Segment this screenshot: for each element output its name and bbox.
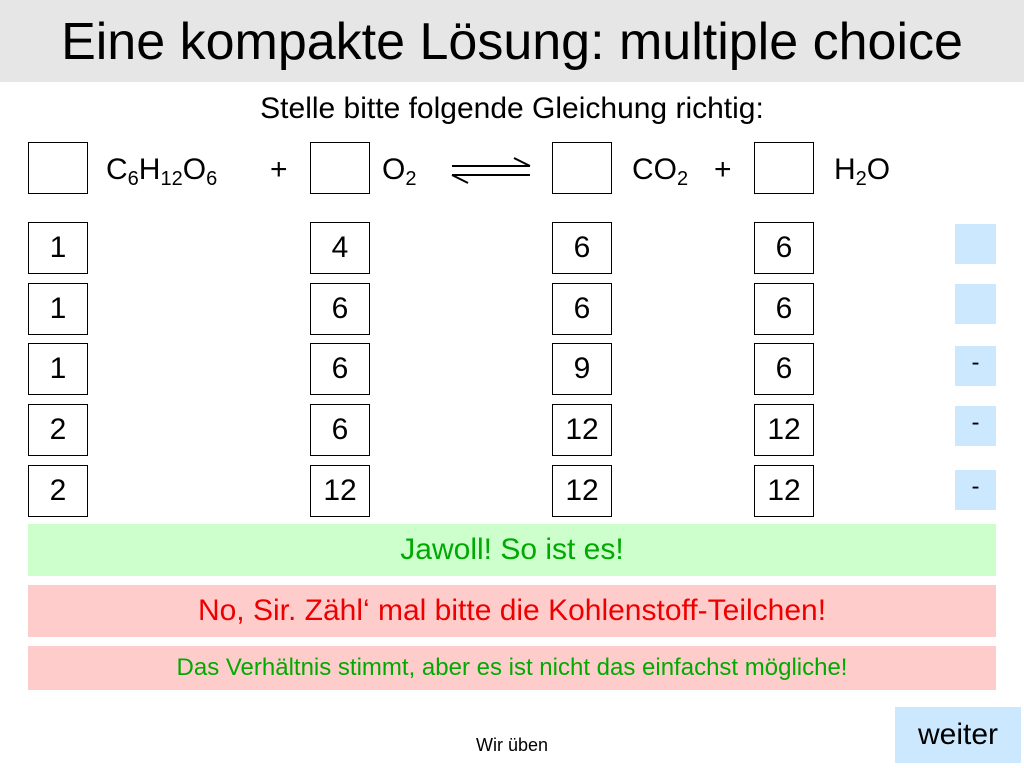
option-value[interactable]: 6 xyxy=(310,283,370,335)
option-value[interactable]: 6 xyxy=(754,343,814,395)
option-value[interactable]: 6 xyxy=(754,283,814,335)
answer-marker[interactable] xyxy=(955,284,996,324)
option-value[interactable]: 4 xyxy=(310,222,370,274)
option-value[interactable]: 6 xyxy=(754,222,814,274)
option-value[interactable]: 1 xyxy=(28,222,88,274)
feedback-wrong-carbon: No, Sir. Zähl‘ mal bitte die Kohlenstoff-Teilchen! xyxy=(28,585,996,637)
option-value[interactable]: 6 xyxy=(552,222,612,274)
instruction-text: Stelle bitte folgende Gleichung richtig: xyxy=(260,92,764,125)
next-button[interactable]: weiter xyxy=(895,707,1021,763)
formula-carbon-dioxide: $CO_2$ xyxy=(632,153,689,190)
option-value[interactable]: 6 xyxy=(310,343,370,395)
option-value[interactable]: 12 xyxy=(754,465,814,517)
option-value[interactable]: 1 xyxy=(28,283,88,335)
answer-box-oxygen[interactable] xyxy=(310,142,370,194)
option-value[interactable]: 1 xyxy=(28,343,88,395)
option-value[interactable]: 2 xyxy=(28,404,88,456)
answer-marker[interactable] xyxy=(955,224,996,264)
option-value[interactable]: 12 xyxy=(310,465,370,517)
answer-box-glucose[interactable] xyxy=(28,142,88,194)
answer-box-carbon-dioxide[interactable] xyxy=(552,142,612,194)
feedback-not-simplest: Das Verhältnis stimmt, aber es ist nicht das einfachst mögliche! xyxy=(28,646,996,690)
feedback-correct: Jawoll! So ist es! xyxy=(28,524,996,576)
option-value[interactable]: 6 xyxy=(310,404,370,456)
answer-marker[interactable]: - xyxy=(955,346,996,386)
option-value[interactable]: 9 xyxy=(552,343,612,395)
option-value[interactable]: 12 xyxy=(552,404,612,456)
option-value[interactable]: 2 xyxy=(28,465,88,517)
option-value[interactable]: 6 xyxy=(552,283,612,335)
formula-glucose: $C_6H_{12}O_6$ xyxy=(106,153,218,190)
answer-marker[interactable]: - xyxy=(955,470,996,510)
answer-marker[interactable]: - xyxy=(955,406,996,446)
plus-sign: + xyxy=(714,153,732,186)
formula-oxygen: $O_2$ xyxy=(382,153,417,190)
plus-sign: + xyxy=(270,153,288,186)
option-value[interactable]: 12 xyxy=(754,404,814,456)
equilibrium-arrows-icon xyxy=(448,150,534,190)
answer-box-water[interactable] xyxy=(754,142,814,194)
footer-text: Wir üben xyxy=(475,735,549,755)
slide-title: Eine kompakte Lösung: multiple choice xyxy=(61,13,963,71)
option-value[interactable]: 12 xyxy=(552,465,612,517)
formula-water: $H_2O$ xyxy=(834,153,891,190)
